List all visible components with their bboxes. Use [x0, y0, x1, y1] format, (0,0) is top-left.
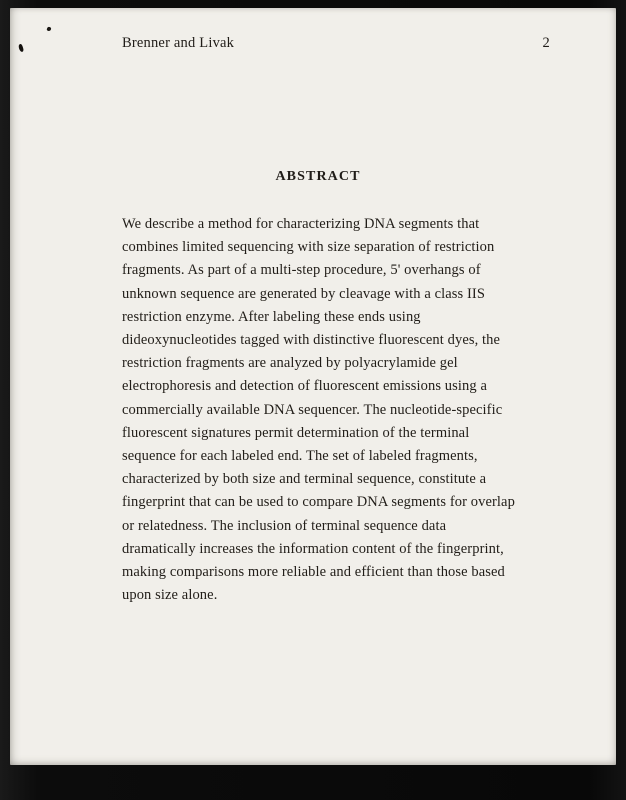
body-line: or relatedness. The inclusion of terminal sequence data [122, 517, 447, 534]
body-line: sequence for each labeled end. The set of labeled fragments, [122, 448, 478, 465]
scan-artifact-comma [18, 44, 24, 53]
body-line: combines limited sequencing with size separation of restriction [122, 239, 495, 256]
body-line: electrophoresis and detection of fluorescent emissions using a [122, 378, 487, 395]
body-line: unknown sequence are generated by cleavage with a class IIS [122, 285, 486, 302]
body-line: making comparisons more reliable and efficient than those based [122, 564, 505, 581]
body-line: We describe a method for characterizing DNA segments that [122, 216, 480, 232]
body-line: fragments. As part of a multi-step procedure, 5' overhangs of [122, 262, 481, 279]
body-line: dideoxynucleotides tagged with distinctive fluorescent dyes, the [122, 332, 501, 349]
body-line: fluorescent signatures permit determination of the terminal [122, 424, 470, 441]
running-head-authors: Brenner and Livak [122, 35, 235, 51]
body-line: dramatically increases the information content of the fingerprint, [122, 540, 504, 557]
body-line: restriction fragments are analyzed by polyacrylamide gel [122, 355, 458, 372]
body-line: commercially available DNA sequencer. The nucleotide-specific [122, 401, 503, 418]
body-line: upon size alone. [122, 587, 218, 604]
abstract-paragraph [122, 213, 532, 607]
body-line: fingerprint that can be used to compare DNA segments for overlap [122, 494, 515, 511]
document-page [10, 8, 616, 765]
section-title-abstract: ABSTRACT [275, 169, 361, 184]
body-line: restriction enzyme. After labeling these ends using [122, 308, 421, 325]
scan-artifact-dot [46, 26, 51, 31]
page-header [122, 35, 550, 52]
page-number: 2 [542, 35, 550, 51]
body-line: characterized by both size and terminal sequence, constitute a [122, 471, 487, 488]
